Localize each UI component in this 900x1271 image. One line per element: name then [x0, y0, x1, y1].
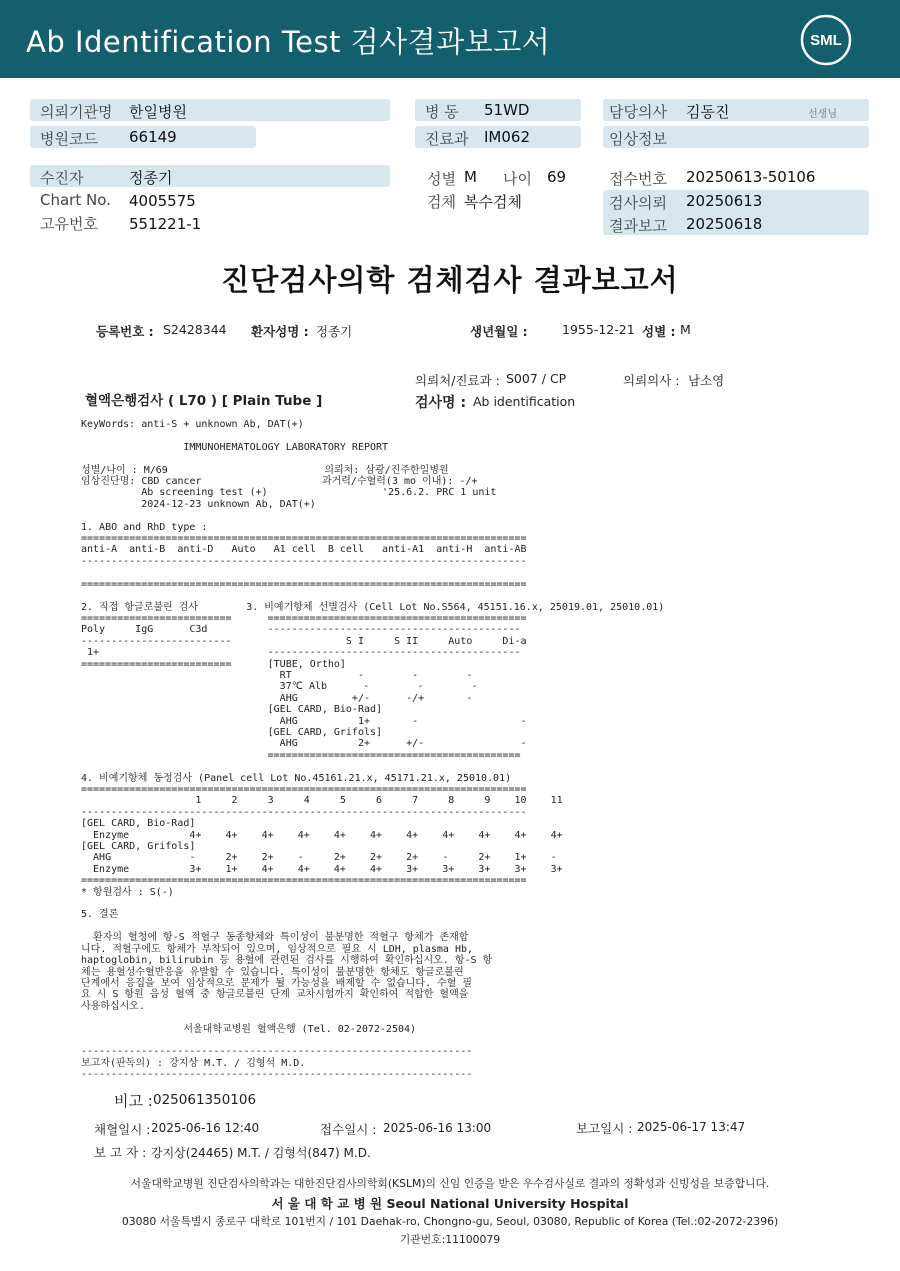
hosp-code-label: 병원코드 [40, 130, 98, 148]
age-value: 69 [547, 168, 567, 186]
report-line: [GEL CARD, Bio-Rad] [81, 704, 383, 716]
dob-label: 생년월일 : [470, 324, 528, 339]
page-title: Ab Identification Test 검사결과보고서 [26, 25, 551, 59]
report-line: 37℃ Alb - - - [81, 681, 478, 693]
receipt-value: 20250613-50106 [686, 168, 816, 186]
reporter-label: 보 고 자 : [94, 1145, 147, 1160]
report-line: AHG 2+ +/- - [81, 738, 527, 750]
report-line: ========================================================================== [81, 784, 527, 795]
chart-value: 4005575 [129, 192, 196, 210]
report-line: 서울대학교병원 혈액은행 (Tel. 02-2072-2504) [81, 1023, 417, 1035]
report-line: 2024-12-23 unknown Ab, DAT(+) [81, 498, 316, 510]
report-line [81, 590, 664, 601]
pname-label: 환자성명 : [251, 324, 309, 339]
report-line: anti-A anti-B anti-D Auto A1 cell B cell anti-A1 anti-H anti-AB [81, 544, 527, 556]
report-line [81, 921, 664, 932]
report-line: ========================= =========================================== [81, 612, 527, 624]
report-line [81, 430, 664, 441]
result-label: 결과보고 [609, 217, 667, 235]
doctor-label: 담당의사 [609, 103, 667, 121]
ward-value: 51WD [484, 101, 530, 119]
test-req-label: 검사의뢰 [609, 194, 667, 212]
report-line [81, 1012, 664, 1023]
report-line [81, 761, 664, 772]
report-line: ========================================================================== [81, 875, 527, 887]
ward-label: 병 동 [425, 103, 459, 121]
reporter-value: 강지상(24465) M.T. / 김형석(847) M.D. [151, 1146, 371, 1160]
svg-text:SML: SML [810, 32, 842, 49]
specimen-value: 복수검체 [464, 193, 522, 211]
uid-label: 고유번호 [40, 215, 98, 233]
collect-label: 채혈일시 : [94, 1122, 151, 1137]
dept-value: IM062 [484, 128, 530, 146]
report-line: KeyWords: anti-S + unknown Ab, DAT(+) [81, 419, 304, 430]
report-line: Poly IgG C3d ------------------------------------------ [81, 624, 521, 636]
sex-value: M [464, 168, 477, 186]
report-line: * 항원검사 : S(-) [81, 886, 174, 898]
doctor-value: 김동진 [686, 103, 730, 121]
report-line: 임상진단명: CBD cancer 과거력/수혈력(3 mo 이내): -/+ [81, 476, 478, 488]
report-line: [GEL CARD, Bio-Rad] [81, 818, 196, 830]
specimen-label: 검체 [427, 193, 456, 211]
report-line: 단계에서 응집을 보여 임상적으로 문제가 될 가능성을 배제할 수 없습니다. 수혈 필 [81, 977, 473, 989]
hosp-code-value: 66149 [129, 128, 177, 146]
report-line: -------------------------------------------------------------------------- [81, 806, 527, 818]
report-line: Enzyme 4+ 4+ 4+ 4+ 4+ 4+ 4+ 4+ 4+ 4+ 4+ [81, 829, 563, 841]
test-name-label: 검사명 : [415, 395, 467, 411]
reg-label: 등록번호 : [96, 324, 154, 339]
report-date-value: 2025-06-17 13:47 [637, 1120, 746, 1134]
report-line: 보고자(판독의) : 강지상 M.T. / 김형석 M.D. [81, 1057, 306, 1069]
report-line [81, 898, 664, 909]
report-line: AHG +/- -/+ - [81, 692, 473, 704]
report-line: 1+ ------------------------------------------ [81, 647, 521, 659]
report-line: Ab screening test (+) '25.6.2. PRC 1 unit [81, 487, 497, 499]
report-sex-label: 성별 : [642, 324, 676, 339]
req-label: 의뢰처/진료과 : [415, 373, 500, 388]
req-inst-label: 의뢰기관명 [40, 103, 113, 121]
report-line: AHG 1+ - - [81, 715, 527, 727]
req-value: S007 / CP [506, 371, 567, 386]
report-line: Enzyme 3+ 1+ 4+ 4+ 4+ 4+ 3+ 3+ 3+ 3+ 3+ [81, 863, 563, 875]
doctor-suffix: 선생님 [808, 109, 837, 120]
collect-value: 2025-06-16 12:40 [151, 1121, 260, 1135]
receipt-label: 접수번호 [609, 170, 667, 188]
test-group: 혈액은행검사 ( L70 ) [ Plain Tube ] [85, 393, 323, 409]
report-line: 5. 결론 [81, 909, 119, 921]
report-line: [GEL CARD, Grifols] [81, 841, 196, 853]
report-line: ========================================================================== [81, 533, 527, 545]
report-line: 체는 용혈성수혈반응을 유발할 수 있습니다. 특이성이 불분명한 항체도 항글로불린 [81, 966, 464, 978]
report-line [81, 510, 664, 521]
hospital-address: 03080 서울특별시 종로구 대학로 101번지 / 101 Daehak-ro, Chongno-gu, Seoul, 03080, Republic of Korea (Tel.:02-2072-2396) [121, 1215, 779, 1228]
chart-label: Chart No. [40, 191, 111, 209]
age-label: 나이 [503, 170, 532, 188]
report-sex-value: M [680, 322, 691, 337]
patient-value: 정종기 [129, 169, 173, 187]
report-line: ========================= [TUBE, Ortho] [81, 658, 346, 670]
report-line: 4. 비예기항체 동정검사 (Panel cell Lot No.45161.21.x, 45171.21.x, 25010.01) [81, 772, 512, 784]
report-line: -------------------------------------------------------------------------- [81, 555, 527, 567]
report-line: 환자의 혈청에 항-S 적혈구 동종항체와 특이성이 불분명한 적혈구 항체가 존재합 [81, 932, 469, 944]
dept-label: 진료과 [425, 130, 469, 148]
report-line: ========================================== [81, 749, 521, 761]
sml-logo [800, 14, 852, 66]
report-line: 요 시 S 항원 음성 혈액 중 항글로불린 단계 교차시험까지 확인하여 적합한 혈액을 [81, 989, 469, 1001]
receive-label: 접수일시 : [320, 1122, 377, 1137]
institution-number: 기관번호:11100079 [399, 1233, 501, 1246]
reqdoc-value: 남소영 [688, 373, 725, 388]
report-line: haptoglobin, bilirubin 등 용혈에 관련된 검사를 시행하여 확인하십시오. 항-S 항 [81, 955, 493, 967]
report-line: 사용하십시오. [81, 1000, 145, 1012]
report-title: 진단검사의학 검체검사 결과보고서 [221, 263, 679, 297]
note-label: 비고 : [114, 1092, 153, 1110]
note-value: 025061350106 [153, 1092, 257, 1108]
report-line: ------------------------- S I S II Auto Di-a [81, 635, 527, 647]
reg-value: S2428344 [163, 322, 227, 337]
report-line: ========================================================================== [81, 578, 527, 590]
report-line: 성별/나이 : M/69 의뢰처: 삼광/진주한일병원 [81, 464, 449, 476]
sex-label: 성별 [427, 170, 456, 188]
patient-box [30, 165, 390, 187]
test-req-value: 20250613 [686, 192, 763, 210]
certification-text: 서울대학교병원 진단검사의학과는 대한진단검사의학회(KSLM)의 신임 인증을 받은 우수검사실로 결과의 정확성과 신빙성을 보증합니다. [130, 1177, 770, 1190]
req-inst-value: 한일병원 [129, 103, 187, 121]
report-line: [GEL CARD, Grifols] [81, 726, 383, 738]
report-line: ----------------------------------------------------------------- [81, 1046, 473, 1058]
hospital-name: 서 울 대 학 교 병 원 Seoul National University Hospital [271, 1196, 629, 1211]
report-line: ----------------------------------------------------------------- [81, 1069, 473, 1081]
clinical-label: 임상정보 [609, 130, 667, 148]
test-name-value: Ab identification [473, 394, 576, 409]
top-banner [0, 0, 900, 78]
report-line: 2. 직접 항글로불린 검사 3. 비예기항체 선별검사 (Cell Lot No.S564, 45151.16.x, 25019.01, 25010.01) [81, 601, 665, 613]
receive-value: 2025-06-16 13:00 [383, 1121, 492, 1135]
result-value: 20250618 [686, 215, 763, 233]
reqdoc-label: 의뢰의사 : [623, 373, 680, 388]
uid-value: 551221-1 [129, 215, 202, 233]
report-line: AHG - 2+ 2+ - 2+ 2+ 2+ - 2+ 1+ - [81, 852, 557, 864]
report-line: RT - - - [81, 669, 473, 681]
dob-value: 1955-12-21 [562, 322, 635, 337]
report-line: IMMUNOHEMATOLOGY LABORATORY REPORT [81, 441, 389, 453]
report-body [81, 419, 664, 1081]
pname-value: 정종기 [316, 324, 353, 339]
report-line [81, 567, 664, 578]
report-line [81, 453, 664, 464]
report-line: 니다. 적혈구에도 항체가 부착되어 있으며, 임상적으로 필요 시 LDH, plasma Hb, [81, 943, 474, 955]
report-line: 1. ABO and RhD type : [81, 521, 208, 533]
report-date-label: 보고일시 : [576, 1121, 633, 1136]
report-line: 1 2 3 4 5 6 7 8 9 10 11 [81, 795, 563, 807]
patient-label: 수진자 [40, 169, 84, 187]
report-line [81, 1035, 664, 1046]
